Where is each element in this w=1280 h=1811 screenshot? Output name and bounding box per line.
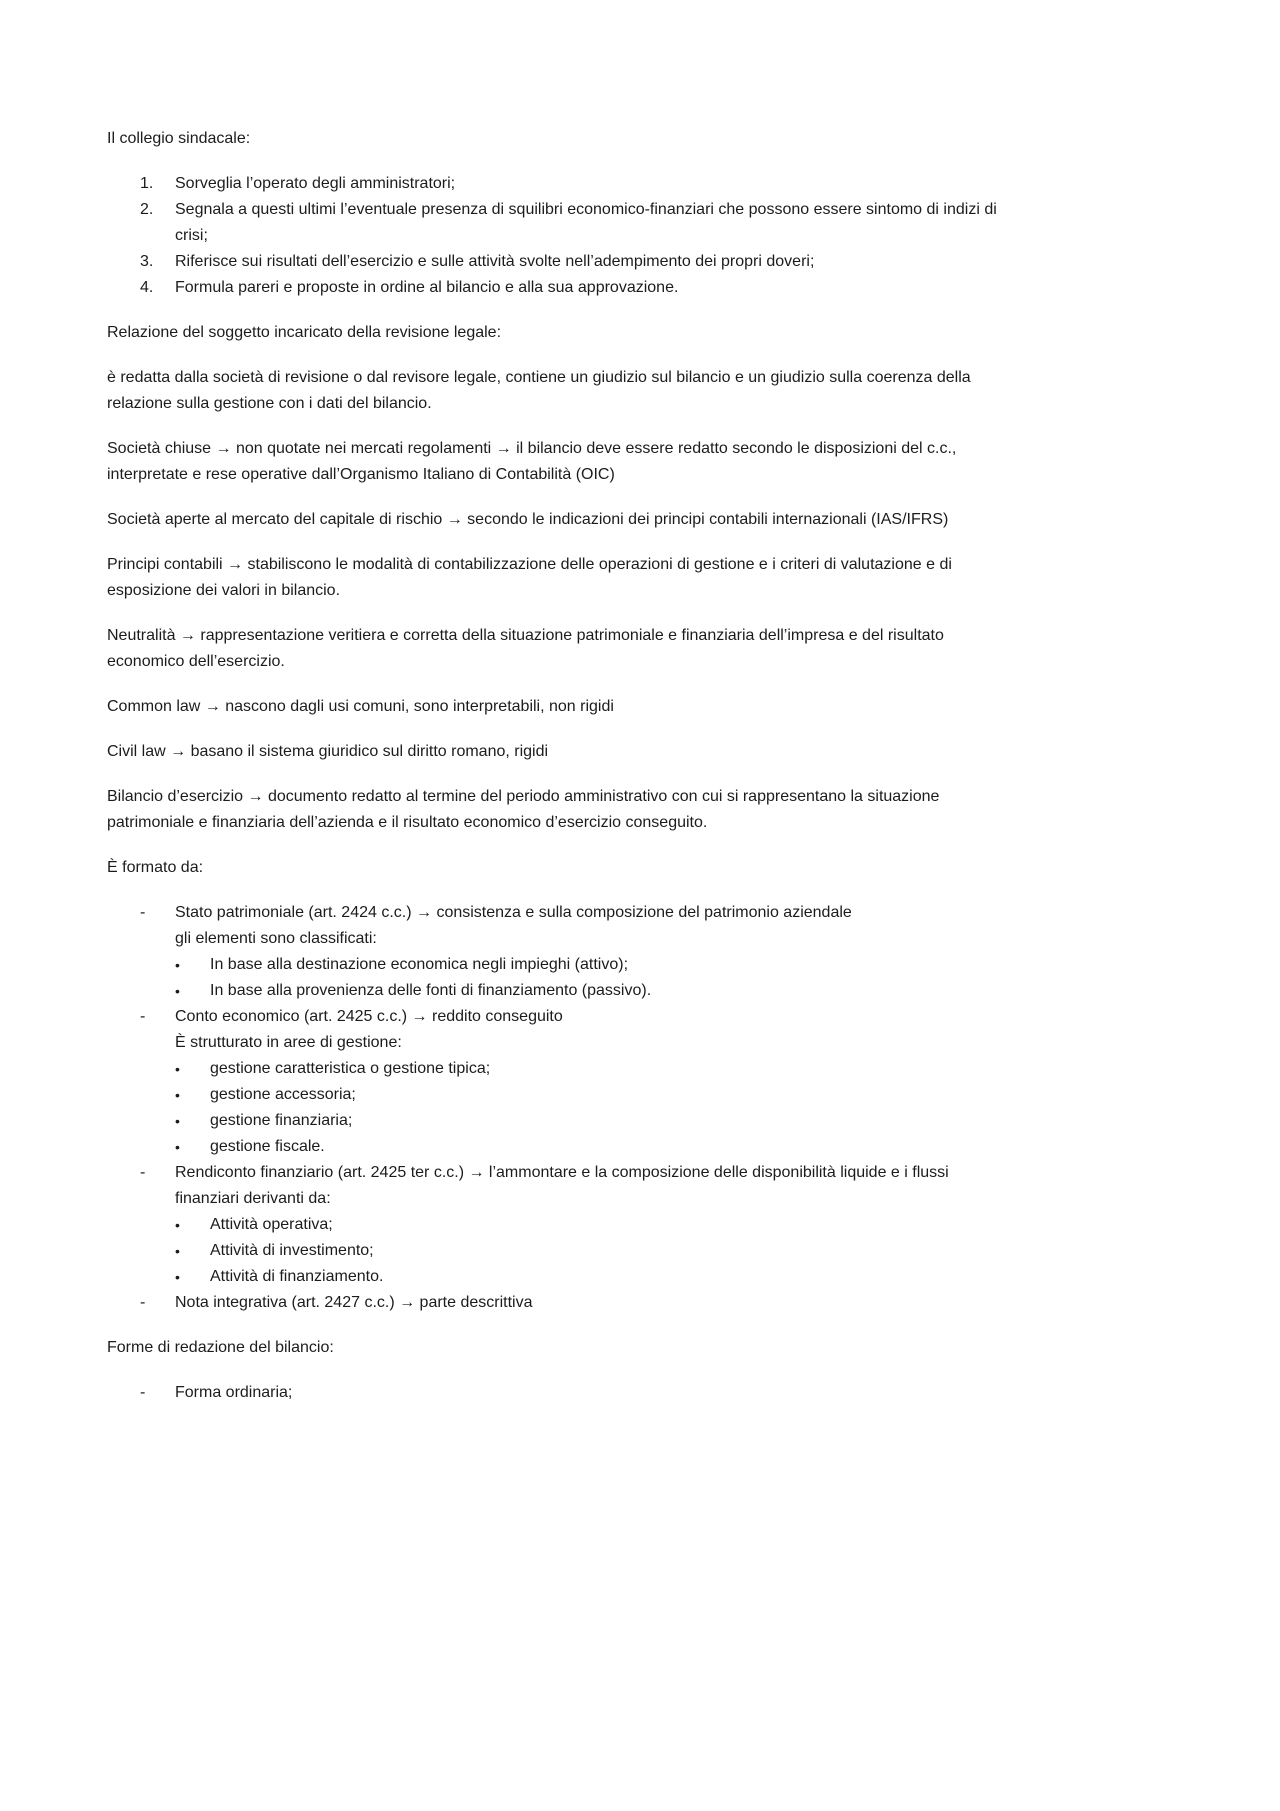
list-item-text: Sorveglia l’operato degli amministratori;	[175, 175, 456, 192]
bullet-marker: •	[175, 1269, 180, 1285]
dash-marker: -	[140, 1294, 146, 1311]
dash-item-line: Conto economico (art. 2425 c.c.) → reddito conseguito	[175, 1008, 563, 1025]
dash-item-content	[175, 900, 1007, 1004]
bullet-item-text: gestione caratteristica o gestione tipica;	[210, 1060, 491, 1077]
paragraph: Il collegio sindacale:	[107, 130, 251, 147]
paragraph: Civil law → basano il sistema giuridico sul diritto romano, rigidi	[107, 743, 549, 760]
dash-list	[107, 900, 1007, 1316]
dash-list-item	[140, 1380, 1007, 1406]
bullet-marker: •	[175, 1217, 180, 1233]
list-item-text: Riferisce sui risultati dell’esercizio e sulle attività svolte nell’adempimento dei propri doveri;	[175, 253, 815, 270]
bullet-marker: •	[175, 957, 180, 973]
dash-list	[107, 1380, 1007, 1406]
dash-marker: -	[140, 1384, 146, 1401]
bullet-item-text: Attività di finanziamento.	[210, 1268, 384, 1285]
dash-item-content	[175, 1380, 1007, 1406]
bullet-marker: •	[175, 1139, 180, 1155]
dash-item-line: gli elementi sono classificati:	[175, 930, 377, 947]
list-item-text: Formula pareri e proposte in ordine al bilancio e alla sua approvazione.	[175, 279, 679, 296]
paragraph: è redatta dalla società di revisione o dal revisore legale, contiene un giudizio sul bilancio e un giudizio sulla coerenza della relazione sulla gestione con i dati del bilancio.	[107, 369, 971, 412]
dash-list-item	[140, 1004, 1007, 1160]
bullet-list-item	[175, 952, 1007, 978]
bullet-list-item	[175, 1082, 1007, 1108]
dash-item-content	[175, 1290, 1007, 1316]
bullet-marker: •	[175, 1087, 180, 1103]
list-number: 2.	[140, 201, 154, 218]
paragraph: È formato da:	[107, 859, 204, 876]
paragraph: Bilancio d’esercizio → documento redatto al termine del periodo amministrativo con cui si rappresentano la situazione patrimoniale e finanziaria dell’azienda e il risultato economico d’esercizio conseguito.	[107, 788, 940, 831]
dash-list-item	[140, 900, 1007, 1004]
bullet-list-item	[175, 1238, 1007, 1264]
dash-item-content	[175, 1160, 1007, 1290]
bullet-marker: •	[175, 983, 180, 999]
numbered-list	[107, 171, 1007, 301]
paragraph: Neutralità → rappresentazione veritiera e corretta della situazione patrimoniale e finanziaria dell’impresa e del risultato economico dell’esercizio.	[107, 627, 944, 670]
dash-marker: -	[140, 1008, 146, 1025]
dash-item-line: Stato patrimoniale (art. 2424 c.c.) → consistenza e sulla composizione del patrimonio aziendale	[175, 904, 852, 921]
dash-list-item	[140, 1160, 1007, 1290]
bullet-item-text: In base alla provenienza delle fonti di finanziamento (passivo).	[210, 982, 652, 999]
paragraph: Società aperte al mercato del capitale di rischio → secondo le indicazioni dei principi contabili internazionali (IAS/IFRS)	[107, 511, 949, 528]
bullet-item-text: In base alla destinazione economica negli impieghi (attivo);	[210, 956, 629, 973]
numbered-list-item	[140, 171, 1007, 197]
paragraph: Principi contabili → stabiliscono le modalità di contabilizzazione delle operazioni di gestione e i criteri di valutazione e di esposizione dei valori in bilancio.	[107, 556, 952, 599]
list-item-text: Segnala a questi ultimi l’eventuale presenza di squilibri economico-finanziari che possono essere sintomo di indizi di crisi;	[175, 201, 997, 244]
bullet-item-text: gestione accessoria;	[210, 1086, 356, 1103]
list-number: 3.	[140, 253, 154, 270]
dash-item-line: Rendiconto finanziario (art. 2425 ter c.c.) → l’ammontare e la composizione delle disponibilità liquide e i flussi finanziari derivanti da:	[175, 1164, 949, 1207]
bullet-list-item	[175, 1264, 1007, 1290]
bullet-list-item	[175, 1056, 1007, 1082]
bullet-item-text: Attività di investimento;	[210, 1242, 374, 1259]
list-number: 4.	[140, 279, 154, 296]
bullet-list-item	[175, 1134, 1007, 1160]
dash-marker: -	[140, 1164, 146, 1181]
bullet-list-item	[175, 1108, 1007, 1134]
paragraph: Società chiuse → non quotate nei mercati regolamenti → il bilancio deve essere redatto secondo le disposizioni del c.c., interpretate e rese operative dall’Organismo Italiano di Contabilità (OIC)	[107, 440, 957, 483]
dash-item-line: Nota integrativa (art. 2427 c.c.) → parte descrittiva	[175, 1294, 533, 1311]
bullet-item-text: gestione finanziaria;	[210, 1112, 353, 1129]
bullet-marker: •	[175, 1061, 180, 1077]
numbered-list-item	[140, 275, 1007, 301]
paragraph: Relazione del soggetto incaricato della revisione legale:	[107, 324, 502, 341]
numbered-list-item	[140, 197, 1007, 249]
dash-list-item	[140, 1290, 1007, 1316]
dash-item-content	[175, 1004, 1007, 1160]
bullet-marker: •	[175, 1243, 180, 1259]
bullet-item-text: Attività operativa;	[210, 1216, 333, 1233]
dash-item-line: Forma ordinaria;	[175, 1384, 293, 1401]
bullet-item-text: gestione fiscale.	[210, 1138, 325, 1155]
list-number: 1.	[140, 175, 154, 192]
dash-marker: -	[140, 904, 146, 921]
dash-item-line: È strutturato in aree di gestione:	[175, 1034, 402, 1051]
bullet-marker: •	[175, 1113, 180, 1129]
bullet-list-item	[175, 1212, 1007, 1238]
bullet-list-item	[175, 978, 1007, 1004]
paragraph: Forme di redazione del bilancio:	[107, 1339, 334, 1356]
numbered-list-item	[140, 249, 1007, 275]
paragraph: Common law → nascono dagli usi comuni, sono interpretabili, non rigidi	[107, 698, 614, 715]
